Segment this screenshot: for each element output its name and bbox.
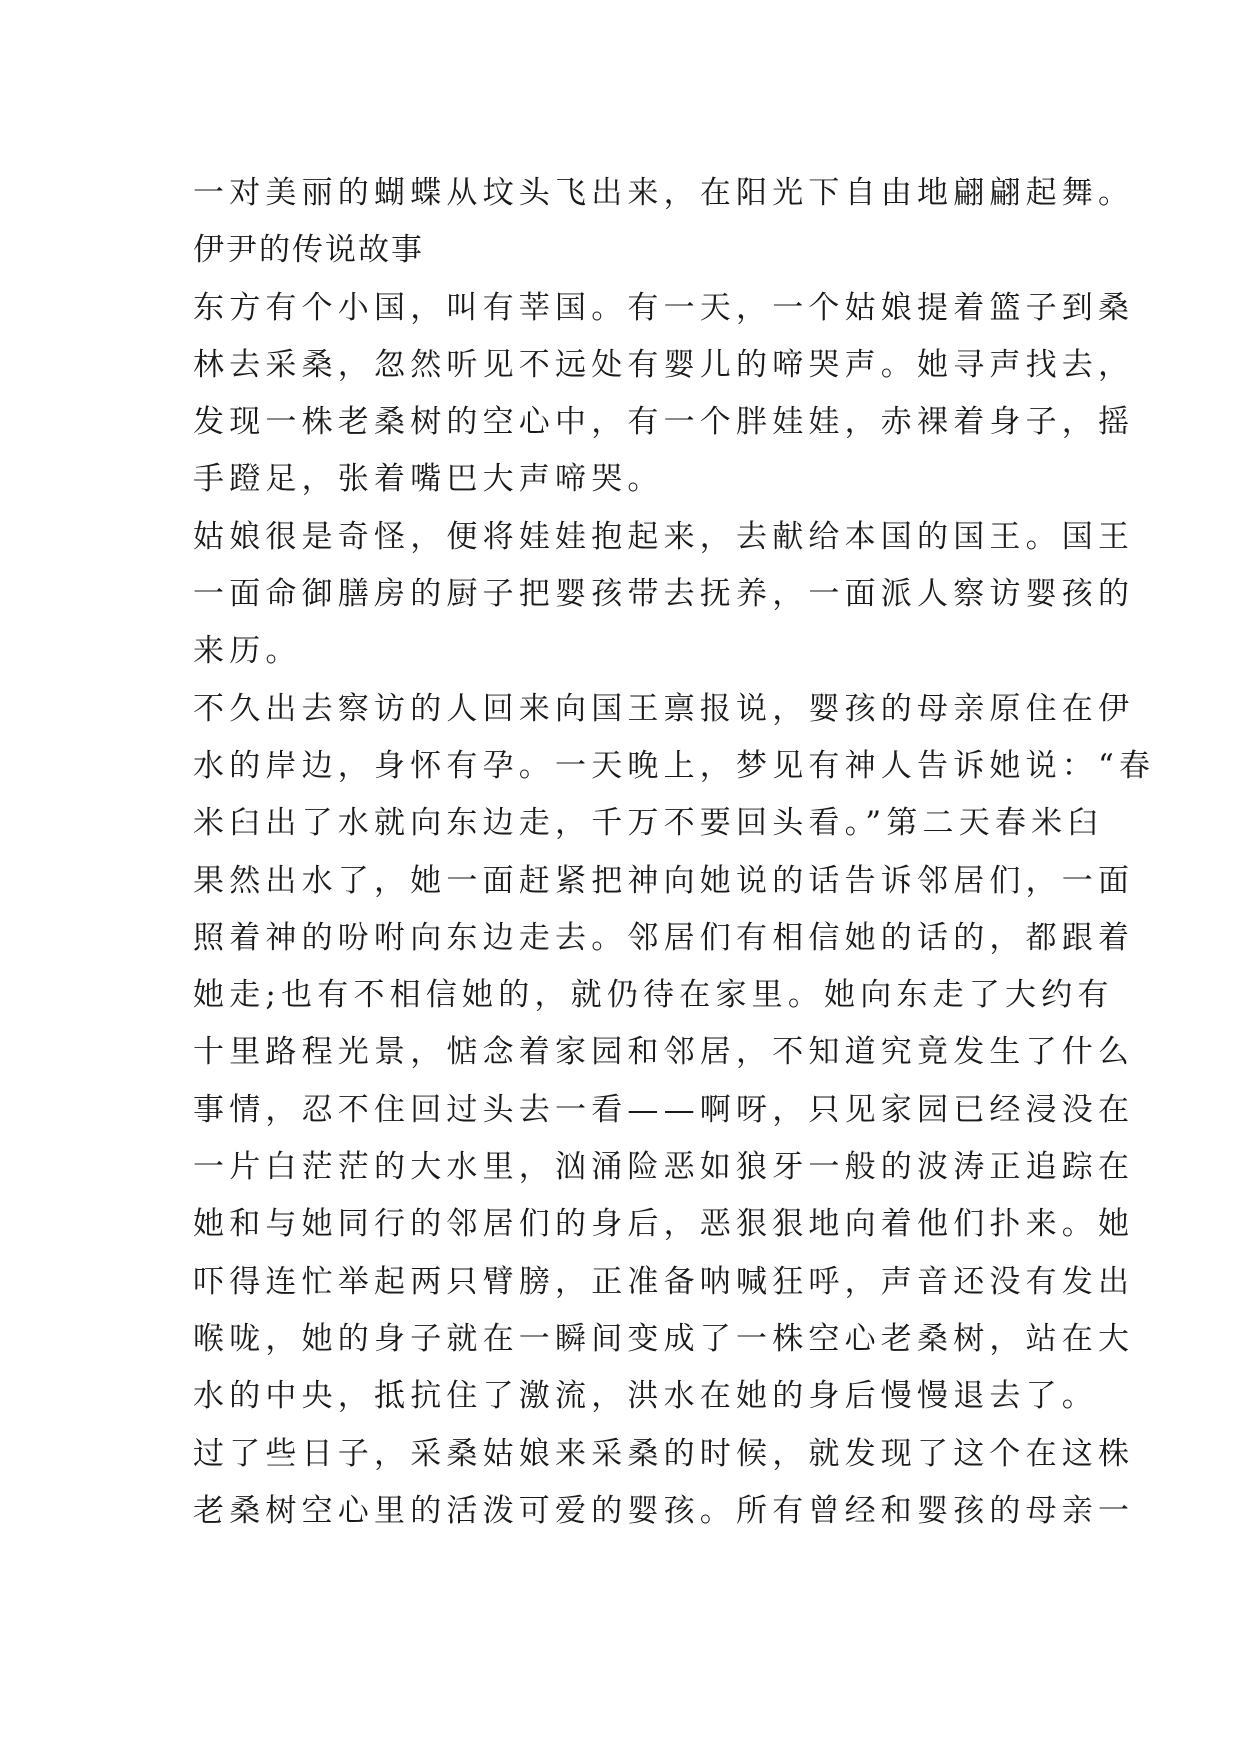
text-line: 过了些日子，采桑姑娘来采桑的时候，就发现了这个在这株 (193, 1435, 1135, 1472)
text-line: 姑娘很是奇怪，便将娃娃抱起来，去献给本国的国王。国王 (193, 518, 1135, 555)
text-line: 米臼出了水就向东边走，千万不要回头看。”第二天春米臼 (193, 805, 1104, 842)
text-line: 她走;也有不相信她的，就仍待在家里。她向东走了大约有 (193, 977, 1114, 1014)
text-line: 一对美丽的蝴蝶从坟头飞出来，在阳光下自由地翩翩起舞。 (193, 175, 1135, 211)
text-line: 来历。 (193, 633, 302, 670)
text-line: 照着神的吩咐向东边走去。邻居们有相信她的话的，都跟着 (193, 919, 1135, 956)
text-line: 喉咙，她的身子就在一瞬间变成了一株空心老桑树，站在大 (193, 1320, 1135, 1357)
text-line: 果然出水了，她一面赶紧把神向她说的话告诉邻居们，一面 (193, 862, 1135, 899)
text-line: 发现一株老桑树的空心中，有一个胖娃娃，赤裸着身子，摇 (193, 404, 1135, 441)
text-line: 不久出去察访的人回来向国王禀报说，婴孩的母亲原住在伊 (193, 690, 1135, 727)
text-line: 一片白茫茫的大水里，汹涌险恶如狼牙一般的波涛正追踪在 (193, 1149, 1135, 1186)
text-line: 林去采桑，忽然听见不远处有婴儿的啼哭声。她寻声找去， (193, 346, 1135, 383)
text-line: 手蹬足，张着嘴巴大声啼哭。 (193, 461, 664, 498)
text-line: 水的中央，抵抗住了激流，洪水在她的身后慢慢退去了。 (193, 1378, 1098, 1415)
text-line: 一面命御膳房的厨子把婴孩带去抚养，一面派人察访婴孩的 (193, 576, 1135, 613)
text-line: 吓得连忙举起两只臂膀，正准备呐喊狂呼，声音还没有发出 (193, 1263, 1135, 1300)
text-line: 东方有个小国，叫有莘国。有一天，一个姑娘提着篮子到桑 (193, 289, 1135, 326)
story-title: 伊尹的传说故事 (193, 232, 424, 269)
text-line: 水的岸边，身怀有孕。一天晚上，梦见有神人告诉她说：“春 (193, 747, 1156, 784)
document-body (193, 165, 1156, 1540)
text-line: 十里路程光景，惦念着家园和邻居，不知道究竟发生了什么 (193, 1034, 1135, 1071)
text-line: 事情，忍不住回过头去一看——啊呀，只见家园已经浸没在 (193, 1091, 1135, 1128)
text-line: 她和与她同行的邻居们的身后，恶狠狠地向着他们扑来。她 (193, 1206, 1135, 1243)
text-line: 老桑树空心里的活泼可爱的婴孩。所有曾经和婴孩的母亲一 (193, 1492, 1135, 1529)
